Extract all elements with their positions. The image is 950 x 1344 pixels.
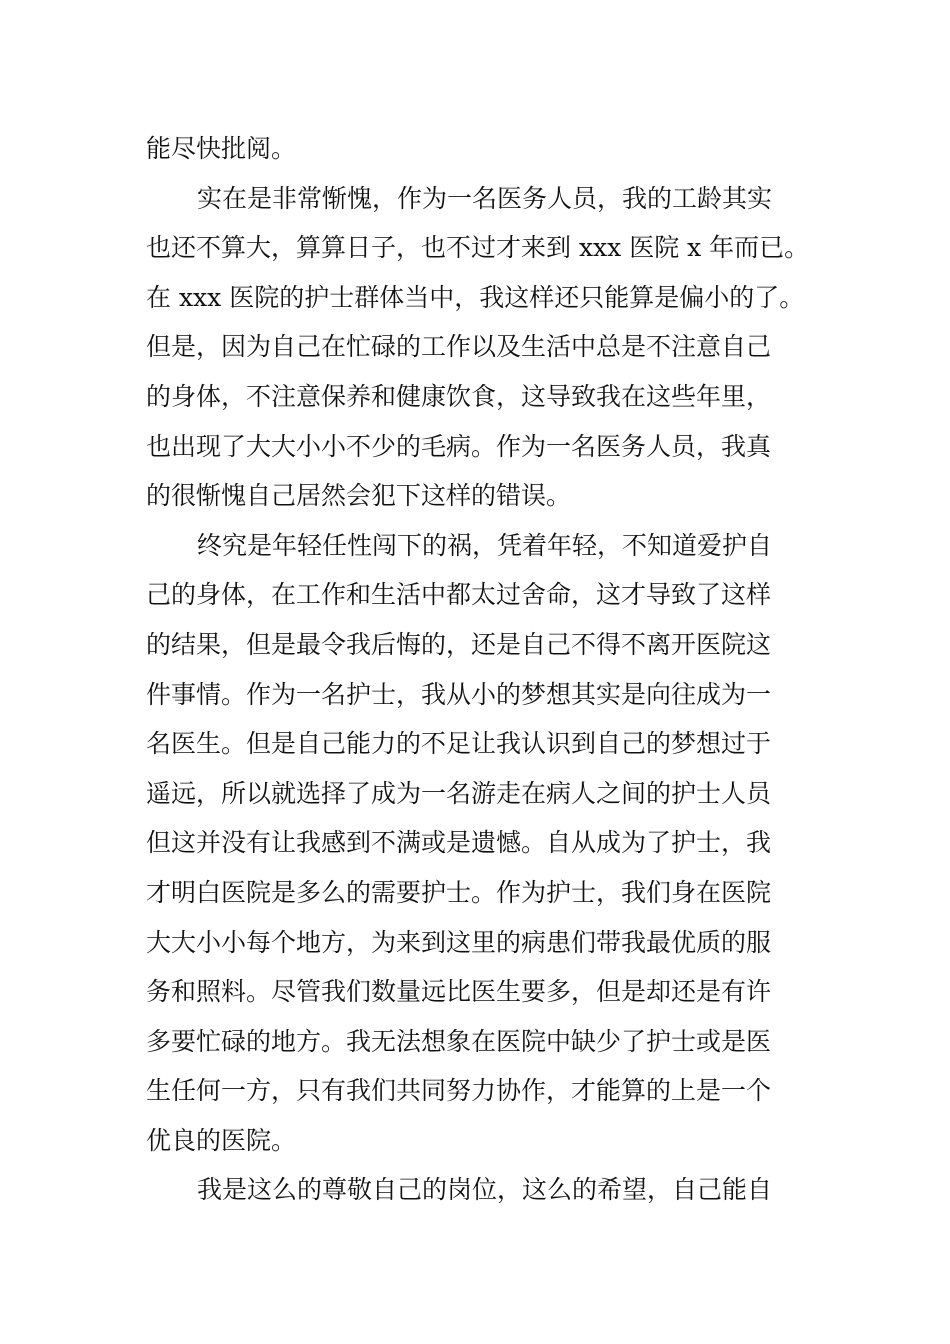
text-line: 才明白医院是多么的需要护士。作为护士，我们身在医院 bbox=[146, 877, 772, 907]
text-line: 优良的医院。 bbox=[146, 1125, 297, 1155]
paragraph-first-line: 终究是年轻任性闯下的祸，凭着年轻，不知道爱护自 bbox=[197, 530, 773, 560]
text-line: 遥远，所以就选择了成为一名游走在病人之间的护士人员 bbox=[146, 778, 772, 808]
text-line: 但这并没有让我感到不满或是遗憾。自从成为了护士，我 bbox=[146, 828, 772, 858]
text-line: 生任何一方，只有我们共同努力协作，才能算的上是一个 bbox=[146, 1076, 772, 1106]
text-line: 件事情。作为一名护士，我从小的梦想其实是向往成为一 bbox=[146, 679, 772, 709]
text-line: 多要忙碌的地方。我无法想象在医院中缺少了护士或是医 bbox=[146, 1026, 772, 1056]
text-line: 的很惭愧自己居然会犯下这样的错误。 bbox=[146, 481, 572, 511]
text-line: 大大小小每个地方，为来到这里的病患们带我最优质的服 bbox=[146, 927, 772, 957]
text-line: 但是，因为自己在忙碌的工作以及生活中总是不注意自己 bbox=[146, 332, 772, 362]
text-line: 务和照料。尽管我们数量远比医生要多，但是却还是有许 bbox=[146, 977, 772, 1007]
paragraph-first-line: 实在是非常惭愧，作为一名医务人员，我的工龄其实 bbox=[197, 183, 773, 213]
text-line: 也出现了大大小小不少的毛病。作为一名医务人员，我真 bbox=[146, 431, 772, 461]
body-text bbox=[146, 124, 816, 1215]
text-line: 在 xxx 医院的护士群体当中，我这样还只能算是偏小的了。 bbox=[146, 282, 805, 312]
text-line: 的身体，不注意保养和健康饮食，这导致我在这些年里， bbox=[146, 381, 772, 411]
text-line: 能尽快批阅。 bbox=[146, 134, 297, 163]
text-line: 名医生。但是自己能力的不足让我认识到自己的梦想过于 bbox=[146, 729, 772, 759]
text-line: 的结果，但是最令我后悔的，还是自己不得不离开医院这 bbox=[146, 629, 772, 659]
text-line: 己的身体，在工作和生活中都太过舍命，这才导致了这样 bbox=[146, 580, 772, 610]
text-line: 也还不算大，算算日子，也不过才来到 xxx 医院 x 年而已。 bbox=[146, 233, 810, 263]
paragraph-first-line: 我是这么的尊敬自己的岗位，这么的希望，自己能自 bbox=[197, 1175, 773, 1205]
